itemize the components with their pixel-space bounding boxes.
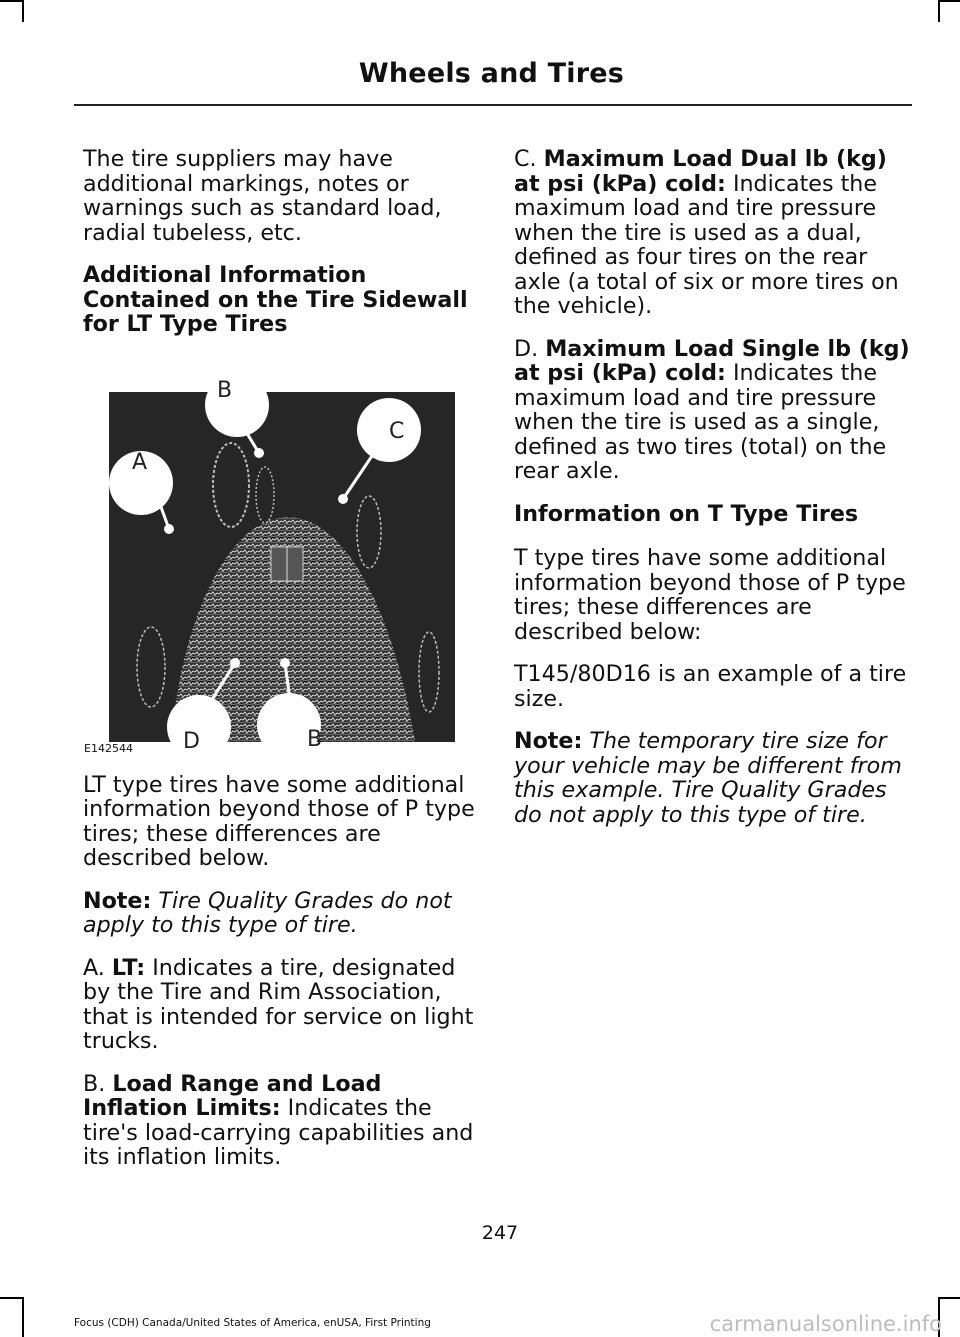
- crop-mark: [0, 1297, 22, 1299]
- figure-code: E142544: [84, 741, 133, 755]
- crop-mark: [22, 1297, 24, 1337]
- page-number: 247: [481, 1222, 519, 1244]
- item-d-text: Indicates the maximum load and tire pressure when the tire is used as a single, defined as two tires (total) on the rear axle.: [514, 360, 887, 484]
- item-c-text: Indicates the maximum load and tire pressure when the tire is used as a dual, defined as four tires on the rear axle (a total of six or more tires on the vehicle).: [514, 170, 899, 319]
- note-text: Tire Quality Grades do not apply to this type of tire.: [83, 887, 452, 938]
- item-c-letter: C.: [514, 146, 537, 172]
- callout-b-top: [205, 373, 269, 437]
- item-d-term: Maximum Load Single lb (kg) at psi (kPa) cold:: [514, 335, 910, 386]
- item-a: [83, 956, 478, 1054]
- footer-text: Focus (CDH) Canada/United States of America, enUSA, First Printing: [74, 1317, 431, 1329]
- item-d: [514, 337, 914, 484]
- watermark: carmanualsonline.info: [709, 1312, 942, 1336]
- page-title: Wheels and Tires: [358, 58, 624, 89]
- crop-mark: [938, 0, 960, 2]
- section-heading-t: Information on T Type Tires: [514, 500, 859, 527]
- left-column: [83, 147, 478, 1188]
- callout-label-d: D: [183, 728, 200, 754]
- note-quality-grades: [83, 889, 478, 938]
- item-b-letter: B.: [83, 1070, 106, 1097]
- callout-label-a: A: [132, 449, 148, 475]
- tire-sidewall-figure: [83, 357, 478, 755]
- header-divider: [74, 104, 912, 106]
- intro-paragraph: The tire suppliers may have additional markings, notes or warnings such as standard load, radial tubeless, etc.: [83, 146, 442, 246]
- item-a-term: LT:: [111, 954, 146, 981]
- callout-label-c: C: [389, 418, 405, 444]
- note-temporary-tire: [514, 729, 914, 827]
- tire-size-example: T145/80D16 is an example of a tire size.: [514, 661, 907, 712]
- note-text: The temporary tire size for your vehicle may be different from this example. Tire Quality Grades do not apply to this type of tire.: [514, 728, 902, 828]
- crop-mark: [938, 1297, 960, 1299]
- item-a-text: Indicates a tire, designated by the Tire and Rim Association, that is intended for service on light trucks.: [83, 954, 474, 1054]
- callout-label-b-top: B: [217, 377, 233, 403]
- crop-mark: [22, 0, 24, 22]
- crop-mark: [938, 0, 940, 22]
- item-c-term: Maximum Load Dual lb (kg) at psi (kPa) cold:: [514, 146, 887, 197]
- item-a-letter: A.: [83, 954, 105, 981]
- t-description: T type tires have some additional information beyond those of P type tires; these differences are described below:: [514, 545, 906, 645]
- callout-label-b-bottom: B: [307, 726, 323, 752]
- section-heading-lt: Additional Information Contained on the Tire Sidewall for LT Type Tires: [83, 262, 468, 337]
- item-d-letter: D.: [514, 335, 539, 362]
- item-b-term: Load Range and Load Inflation Limits:: [83, 1070, 382, 1121]
- right-column: [514, 147, 914, 845]
- lt-description: LT type tires have some additional information beyond those of P type tires; these differences are described below.: [83, 771, 475, 871]
- note-label: Note:: [83, 887, 152, 914]
- note-label: Note:: [514, 728, 583, 754]
- crop-mark: [0, 0, 22, 2]
- item-b: [83, 1072, 478, 1170]
- item-c: [514, 147, 914, 319]
- item-b-text: Indicates the tire's load-carrying capabilities and its inflation limits.: [83, 1095, 474, 1170]
- tire-sidewall-illustration: [83, 357, 478, 755]
